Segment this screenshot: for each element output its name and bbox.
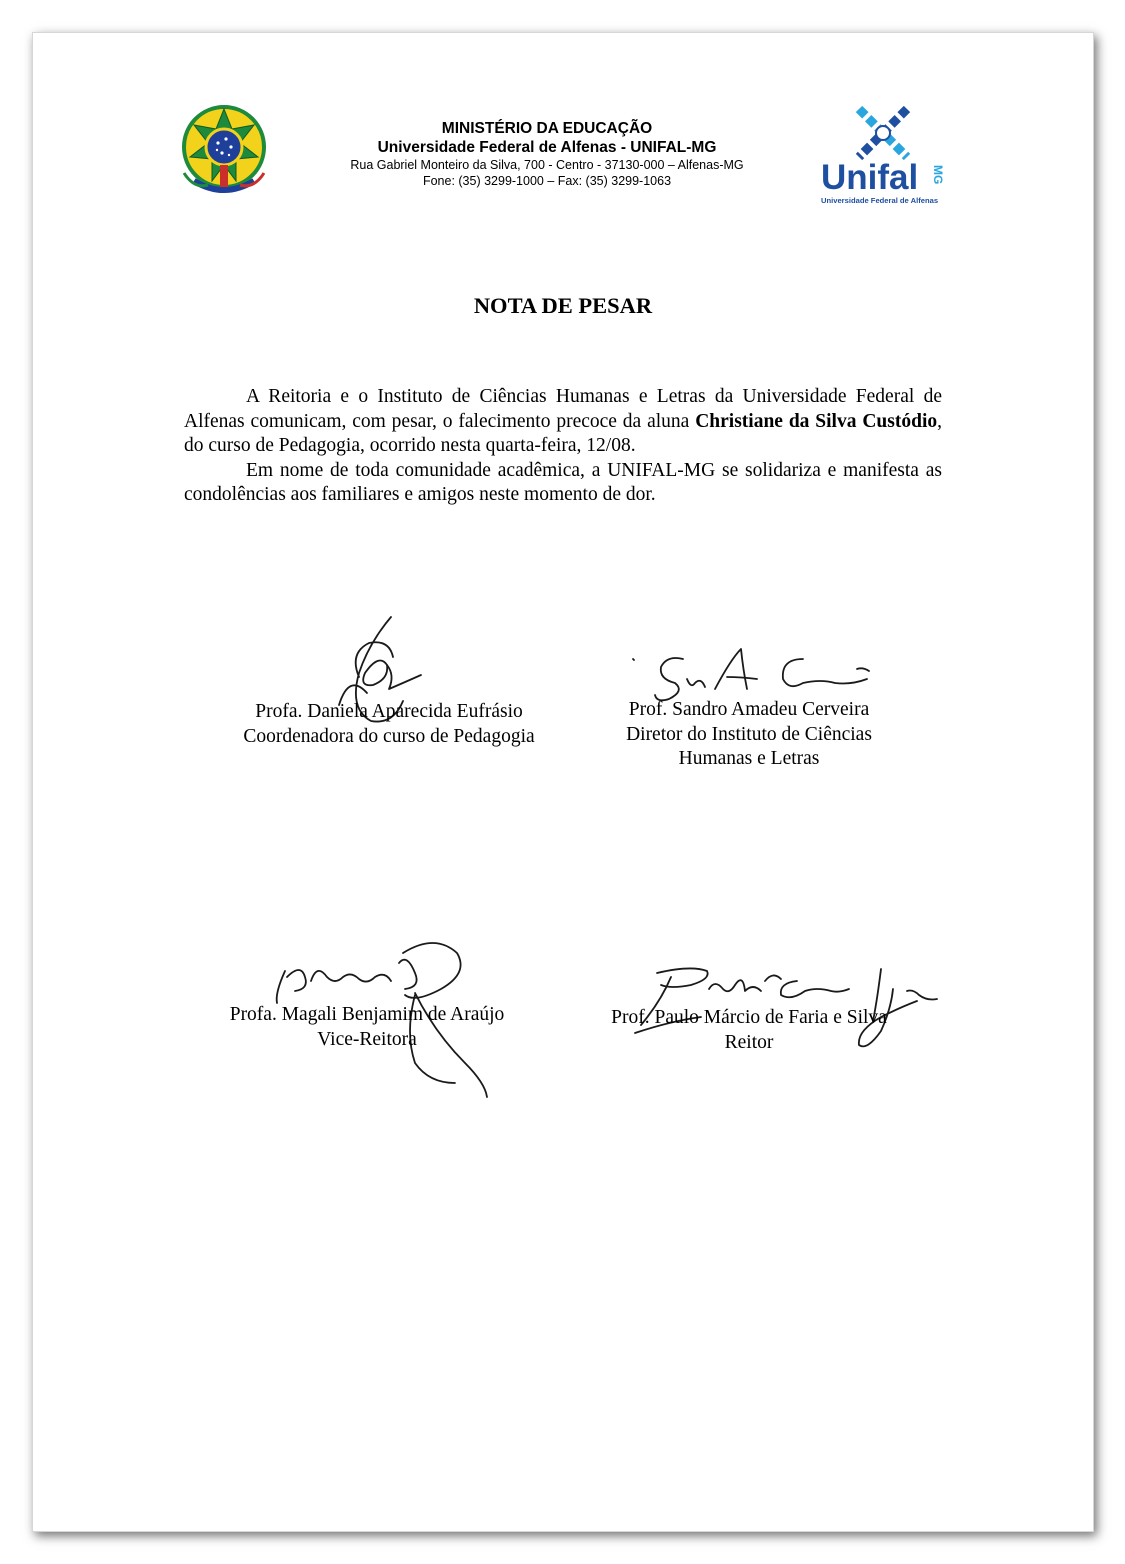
signer-role-line-1: Diretor do Instituto de Ciências	[626, 723, 872, 745]
paragraph-2: Em nome de toda comunidade acadêmica, a UNIFAL-MG se solidariza e manifesta as condolências aos familiares e amigos neste momento de dor.	[184, 459, 942, 505]
signer-name: Profa. Magali Benjamim de Araújo	[229, 1004, 505, 1025]
paragraph-1-end: , do curso de Pedagogia, ocorrido nesta quarta-feira, 12/08.	[184, 410, 942, 456]
paragraph-1	[184, 385, 942, 459]
paragraph-1-start: A Reitoria e o Instituto de Ciências Humanas e Letras da Universidade Federal de Alfenas comunicam, com pesar, o falecimento precoce da aluna	[184, 386, 942, 432]
brazil-coat-of-arms-icon	[174, 103, 274, 203]
logo-caption: Universidade Federal de Alfenas	[821, 196, 939, 205]
signer-role: Coordenadora do curso de Pedagogia	[243, 725, 535, 747]
signer-role-line-2: Humanas e Letras	[678, 748, 820, 769]
unifal-logo	[819, 103, 949, 207]
university-name: Universidade Federal de Alfenas - UNIFAL-MG	[377, 139, 717, 156]
signature-block-magali	[187, 1003, 547, 1052]
student-name: Christiane da Silva Custódio	[695, 410, 938, 432]
signer-name: Profa. Daniela Aparecida Eufrásio	[255, 701, 523, 722]
university-phone: Fone: (35) 3299-1000 – Fax: (35) 3299-1063	[422, 174, 672, 188]
letterhead	[293, 119, 801, 189]
signature-block-daniela	[209, 700, 569, 749]
ministry-name: MINISTÉRIO DA EDUCAÇÃO	[441, 120, 653, 137]
university-address: Rua Gabriel Monteiro da Silva, 700 - Centro - 37130-000 – Alfenas-MG	[350, 158, 744, 172]
signer-name: Prof. Sandro Amadeu Cerveira	[628, 699, 870, 720]
document-page	[32, 32, 1094, 1532]
logo-suffix: MG	[931, 165, 945, 185]
logo-wordmark: Unifal	[821, 158, 919, 197]
signature-block-paulo	[599, 1006, 899, 1055]
notice-body	[184, 385, 942, 508]
signer-role: Reitor	[724, 1031, 774, 1053]
signer-role: Vice-Reitora	[317, 1028, 417, 1050]
signature-block-sandro	[599, 698, 899, 772]
unifal-x-mark-icon	[859, 109, 907, 157]
page-title: NOTA DE PESAR	[473, 293, 653, 318]
signer-name: Prof. Paulo Márcio de Faria e Silva	[611, 1007, 887, 1028]
